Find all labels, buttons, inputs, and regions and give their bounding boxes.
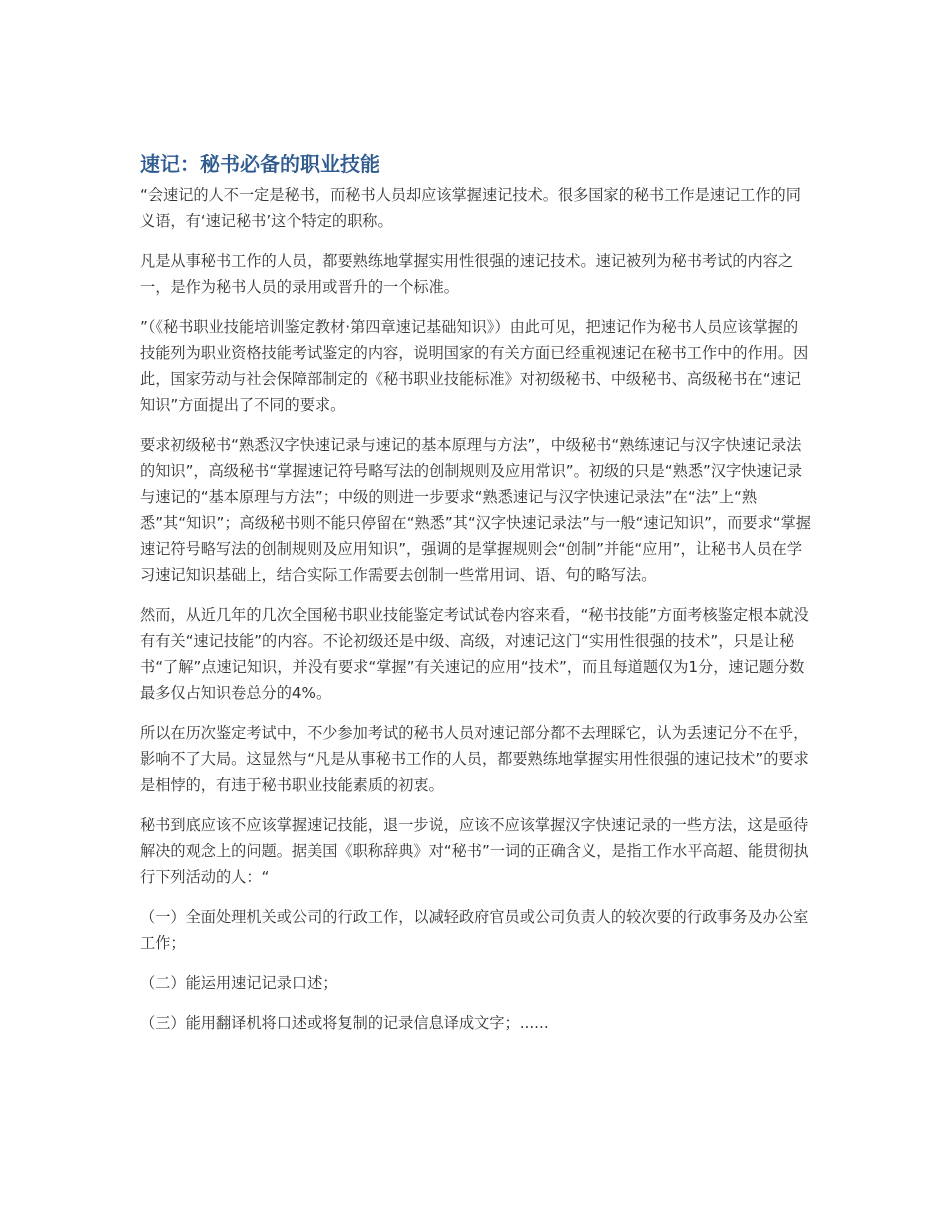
paragraph-2: 凡是从事秘书工作的人员，都要熟练地掌握实用性很强的速记技术。速记被列为秘书考试的内容之一，是作为秘书人员的录用或晋升的一个标准。 [140,252,794,296]
list-item-1: （一）全面处理机关或公司的行政工作，以减轻政府官员或公司负责人的较次要的行政事务及办公室工作； [140,908,809,952]
paragraph-1: “会速记的人不一定是秘书，而秘书人员却应该掌握速记技术。很多国家的秘书工作是速记工作的同义语，有‘速记秘书’这个特定的职称。 [140,186,801,230]
list-item-2: （二）能运用速记记录口述； [140,974,338,992]
paragraph-5: 然而，从近几年的几次全国秘书职业技能鉴定考试试卷内容来看，“秘书技能”方面考核鉴定根本就没有有关“速记技能”的内容。不论初级还是中级、高级，对速记这门“实用性很强的技术”，只是让秘书“了解”点速记知识，并没有要求“掌握”有关速记的应用“技术”，而且每道题仅为1分，速记题分数最多仅占知识卷总分的4%。 [140,606,809,702]
paragraph-6: 所以在历次鉴定考试中，不少参加考试的秘书人员对速记部分都不去理睬它，认为丢速记分不在乎，影响不了大局。这显然与“凡是从事秘书工作的人员，都要熟练地掌握实用性很强的速记技术”的要求是相悖的，有违于秘书职业技能素质的初衷。 [140,724,809,794]
paragraph-7: 秘书到底应该不应该掌握速记技能，退一步说，应该不应该掌握汉字快速记录的一些方法，这是亟待解决的观念上的问题。据美国《职称辞典》对“秘书”一词的正确含义，是指工作水平高超、能贯彻执行下列活动的人：“ [140,816,809,886]
document-page [140,150,812,1050]
paragraph-4: 要求初级秘书“熟悉汉字快速记录与速记的基本原理与方法”，中级秘书“熟练速记与汉字快速记录法的知识”，高级秘书“掌握速记符号略写法的创制规则及应用常识”。初级的只是“熟悉”汉字快速记录与速记的“基本原理与方法”；中级的则进一步要求“熟悉速记与汉字快速记录法”在“法”上“熟悉”其“知识”；高级秘书则不能只停留在“熟悉”其“汉字快速记录法”与一般“速记知识”，而要求“掌握速记符号略写法的创制规则及应用知识”，强调的是掌握规则会“创制”并能“应用”，让秘书人员在学习速记知识基础上，结合实际工作需要去创制一些常用词、语、句的略写法。 [140,436,811,584]
paragraph-3: ”（《秘书职业技能培训鉴定教材·第四章速记基础知识》）由此可见，把速记作为秘书人员应该掌握的技能列为职业资格技能考试鉴定的内容，说明国家的有关方面已经重视速记在秘书工作中的作用。因此，国家劳动与社会保障部制定的《秘书职业技能标准》对初级秘书、中级秘书、高级秘书在“速记知识”方面提出了不同的要求。 [140,318,809,414]
list-item-3: （三）能用翻译机将口述或将复制的记录信息译成文字；...... [140,1014,549,1032]
document-title: 速记：秘书必备的职业技能 [140,152,380,176]
